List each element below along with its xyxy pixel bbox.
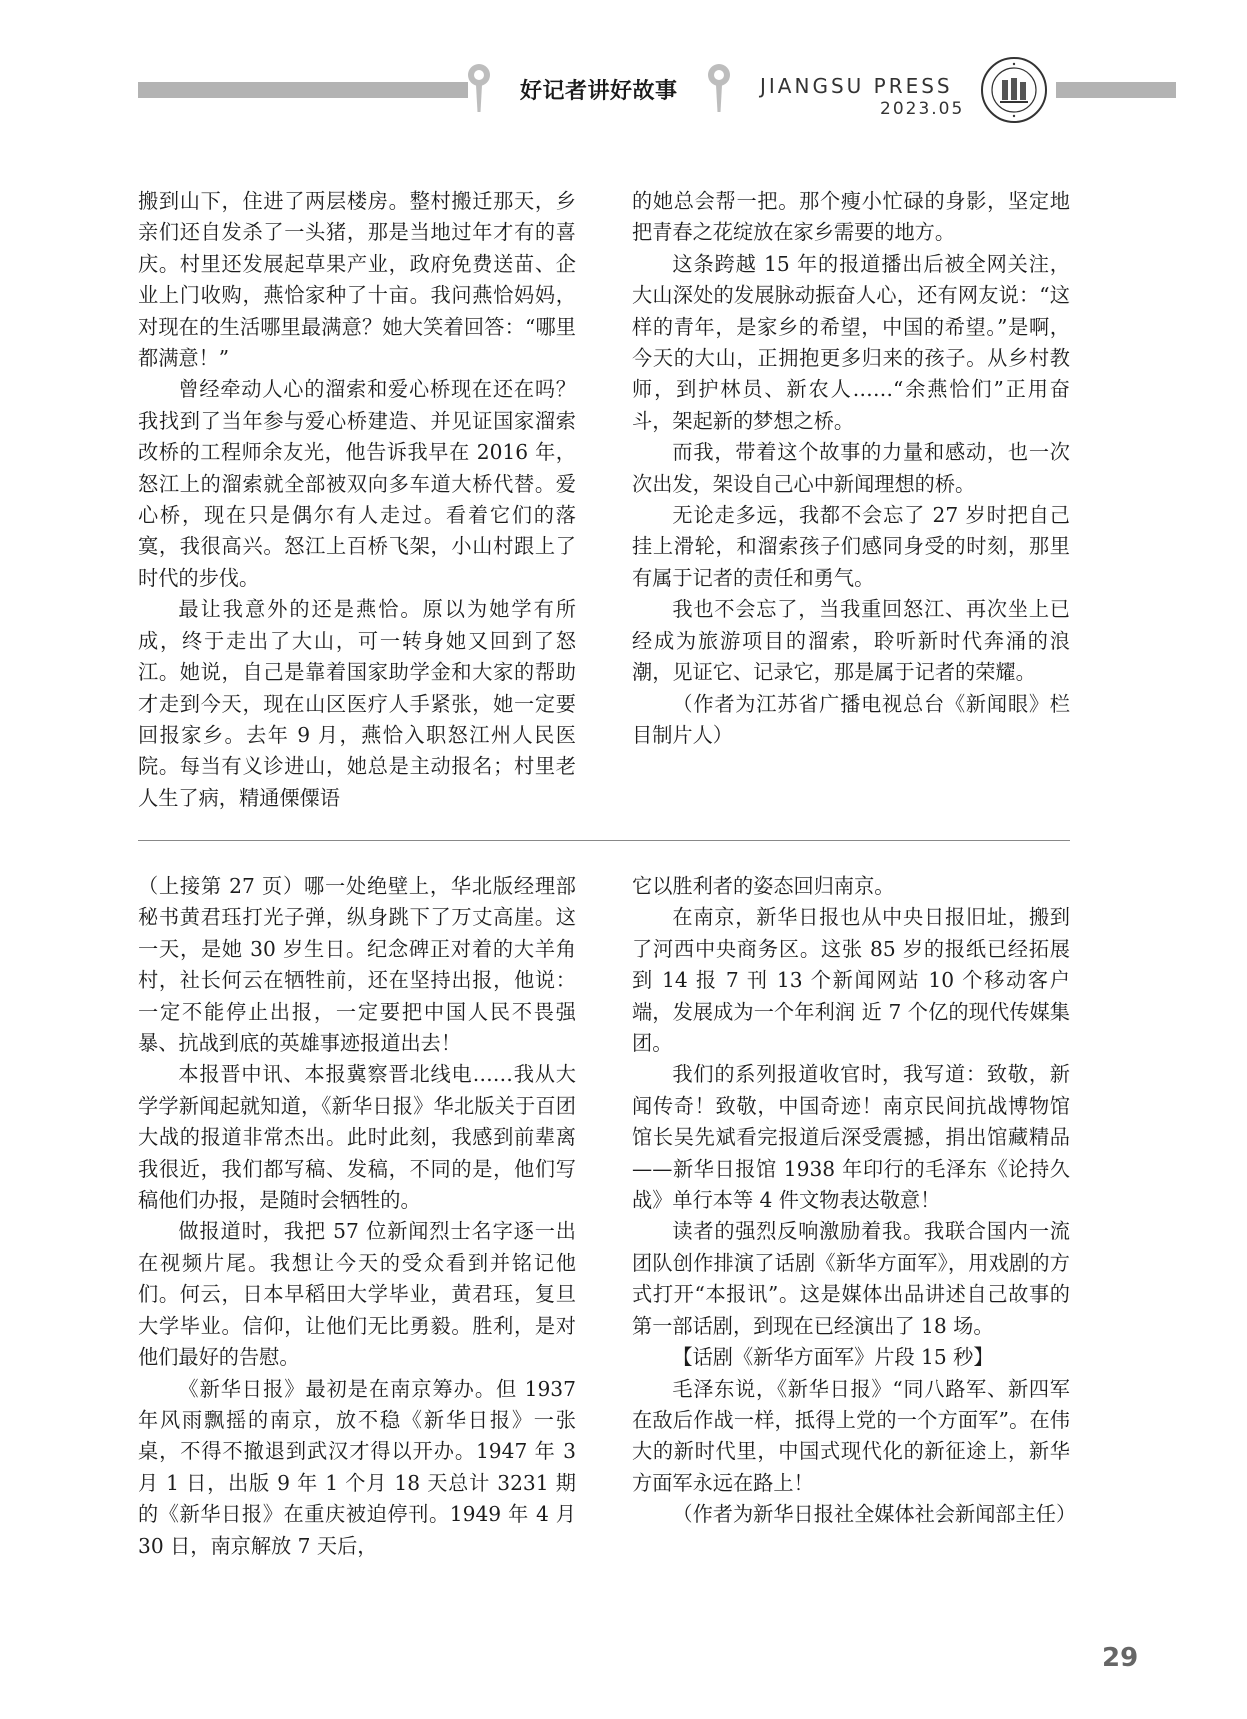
map-pin-icon (706, 62, 732, 116)
paragraph: 搬到山下，住进了两层楼房。整村搬迁那天，乡亲们还自发杀了一头猪，那是当地过年才有的喜庆。村里还发展起草果产业，政府免费送苗、企业上门收购，燕恰家种了十亩。我问燕恰妈妈，对现在的生活哪里最满意？她大笑着回答：“哪里都满意！” (138, 189, 576, 371)
issue-date: 2023.05 (880, 99, 965, 119)
paragraph: 无论走多远，我都不会忘了 27 岁时把自己挂上滑轮，和溜索孩子们感同身受的时刻，那里有属于记者的责任和勇气。 (632, 503, 1070, 590)
paragraph: （上接第 27 页）哪一处绝壁上，华北版经理部秘书黄君珏打光子弹，纵身跳下了万丈高崖。这一天，是她 30 岁生日。纪念碑正对着的大羊角村，社长何云在牺牲前，还在坚持出报，他说：一定不能停止出报，一定要把中国人民不畏强暴、抗战到底的英雄事迹报道出去！ (138, 874, 576, 1056)
paragraph: 最让我意外的还是燕恰。原以为她学有所成，终于走出了大山，可一转身她又回到了怒江。她说，自己是靠着国家助学金和大家的帮助才走到今天，现在山区医疗人手紧张，她一定要回报家乡。去年 9 月，燕恰入职怒江州人民医院。每当有义诊进山，她总是主动报名；村里老人生了病，精通傈僳语 (138, 597, 576, 810)
paragraph: 《新华日报》最初是在南京筹办。但 1937 年风雨飘摇的南京，放不稳《新华日报》一张桌，不得不撤退到武汉才得以开办。1947 年 3 月 1 日，出版 9 年 1 个月 18 天总计 3231 期的《新华日报》在重庆被迫停刊。1949 年 4 月 30 日，南京解放 7 天后， (138, 1376, 576, 1558)
paragraph: （作者为新华日报社全媒体社会新闻部主任） (672, 1502, 1077, 1527)
paragraph: 我们的系列报道收官时，我写道：致敬，新闻传奇！致敬，中国奇迹！南京民间抗战博物馆馆长吴先斌看完报道后深受震撼，捐出馆藏精品——新华日报馆 1938 年印行的毛泽东《论持久战》单行本等 4 件文物表达敬意！ (632, 1062, 1070, 1213)
page-header (0, 0, 1247, 150)
paragraph: 本报晋中讯、本报冀察晋北线电……我从大学学新闻起就知道，《新华日报》华北版关于百团大战的报道非常杰出。此时此刻，我感到前辈离我很近，我们都写稿、发稿，不同的是，他们写稿他们办报，是随时会牺牲的。 (138, 1062, 576, 1213)
paragraph: 这条跨越 15 年的报道播出后被全网关注，大山深处的发展脉动振奋人心，还有网友说：“这样的青年，是家乡的希望，中国的希望。”是啊，今天的大山，正拥抱更多归来的孩子。从乡村教师，到护林员、新农人……“余燕恰们”正用奋斗，架起新的梦想之桥。 (632, 251, 1070, 433)
header-bar-left (138, 82, 468, 98)
column-title: 好记者讲好故事 (520, 79, 678, 104)
paragraph: 毛泽东说，《新华日报》“同八路军、新四军在敌后作战一样，抵得上党的一个方面军”。在伟大的新时代里，中国式现代化的新征途上，新华方面军永远在路上！ (632, 1376, 1070, 1495)
paragraph: 的她总会帮一把。那个瘦小忙碌的身影，坚定地把青春之花绽放在家乡需要的地方。 (632, 189, 1070, 245)
section-divider (138, 840, 1070, 841)
paragraph: （作者为江苏省广播电视总台《新闻眼》栏目制片人） (632, 691, 1070, 747)
top-article-left-column (138, 186, 576, 814)
association-seal-logo (980, 56, 1048, 124)
top-article-right-column (632, 186, 1070, 751)
page-number: 29 (1102, 1643, 1139, 1673)
bottom-article-left-column (138, 871, 576, 1562)
bottom-article-right-column (632, 871, 1077, 1531)
publication-name: JIANGSU PRESS (760, 74, 953, 98)
paragraph: 它以胜利者的姿态回归南京。 (632, 874, 895, 898)
paragraph: 读者的强烈反响激励着我。我联合国内一流团队创作排演了话剧《新华方面军》，用戏剧的方式打开“本报讯”。这是媒体出品讲述自己故事的第一部话剧，到现在已经演出了 18 场。 (632, 1219, 1070, 1338)
paragraph: 在南京，新华日报也从中央日报旧址，搬到了河西中央商务区。这张 85 岁的报纸已经拓展到 14 报 7 刊 13 个新闻网站 10 个移动客户端，发展成为一个年利润 近 7 个亿的现代传媒集团。 (632, 905, 1070, 1056)
paragraph: 曾经牵动人心的溜索和爱心桥现在还在吗？我找到了当年参与爱心桥建造、并见证国家溜索改桥的工程师余友光，他告诉我早在 2016 年，怒江上的溜索就全部被双向多车道大桥代替。爱心桥，现在只是偶尔有人走过。看着它们的落寞，我很高兴。怒江上百桥飞架，小山村跟上了时代的步伐。 (138, 377, 576, 590)
paragraph: 而我，带着这个故事的力量和感动，也一次次出发，架设自己心中新闻理想的桥。 (632, 440, 1070, 496)
header-bar-right (1056, 82, 1176, 98)
map-pin-icon (466, 62, 492, 116)
paragraph: 【话剧《新华方面军》片段 15 秒】 (672, 1345, 994, 1370)
paragraph: 我也不会忘了，当我重回怒江、再次坐上已经成为旅游项目的溜索，聆听新时代奔涌的浪潮，见证它、记录它，那是属于记者的荣耀。 (632, 597, 1070, 685)
paragraph: 做报道时，我把 57 位新闻烈士名字逐一出在视频片尾。我想让今天的受众看到并铭记他们。何云，日本早稻田大学毕业，黄君珏，复旦大学毕业。信仰，让他们无比勇毅。胜利，是对他们最好的告慰。 (138, 1219, 576, 1370)
